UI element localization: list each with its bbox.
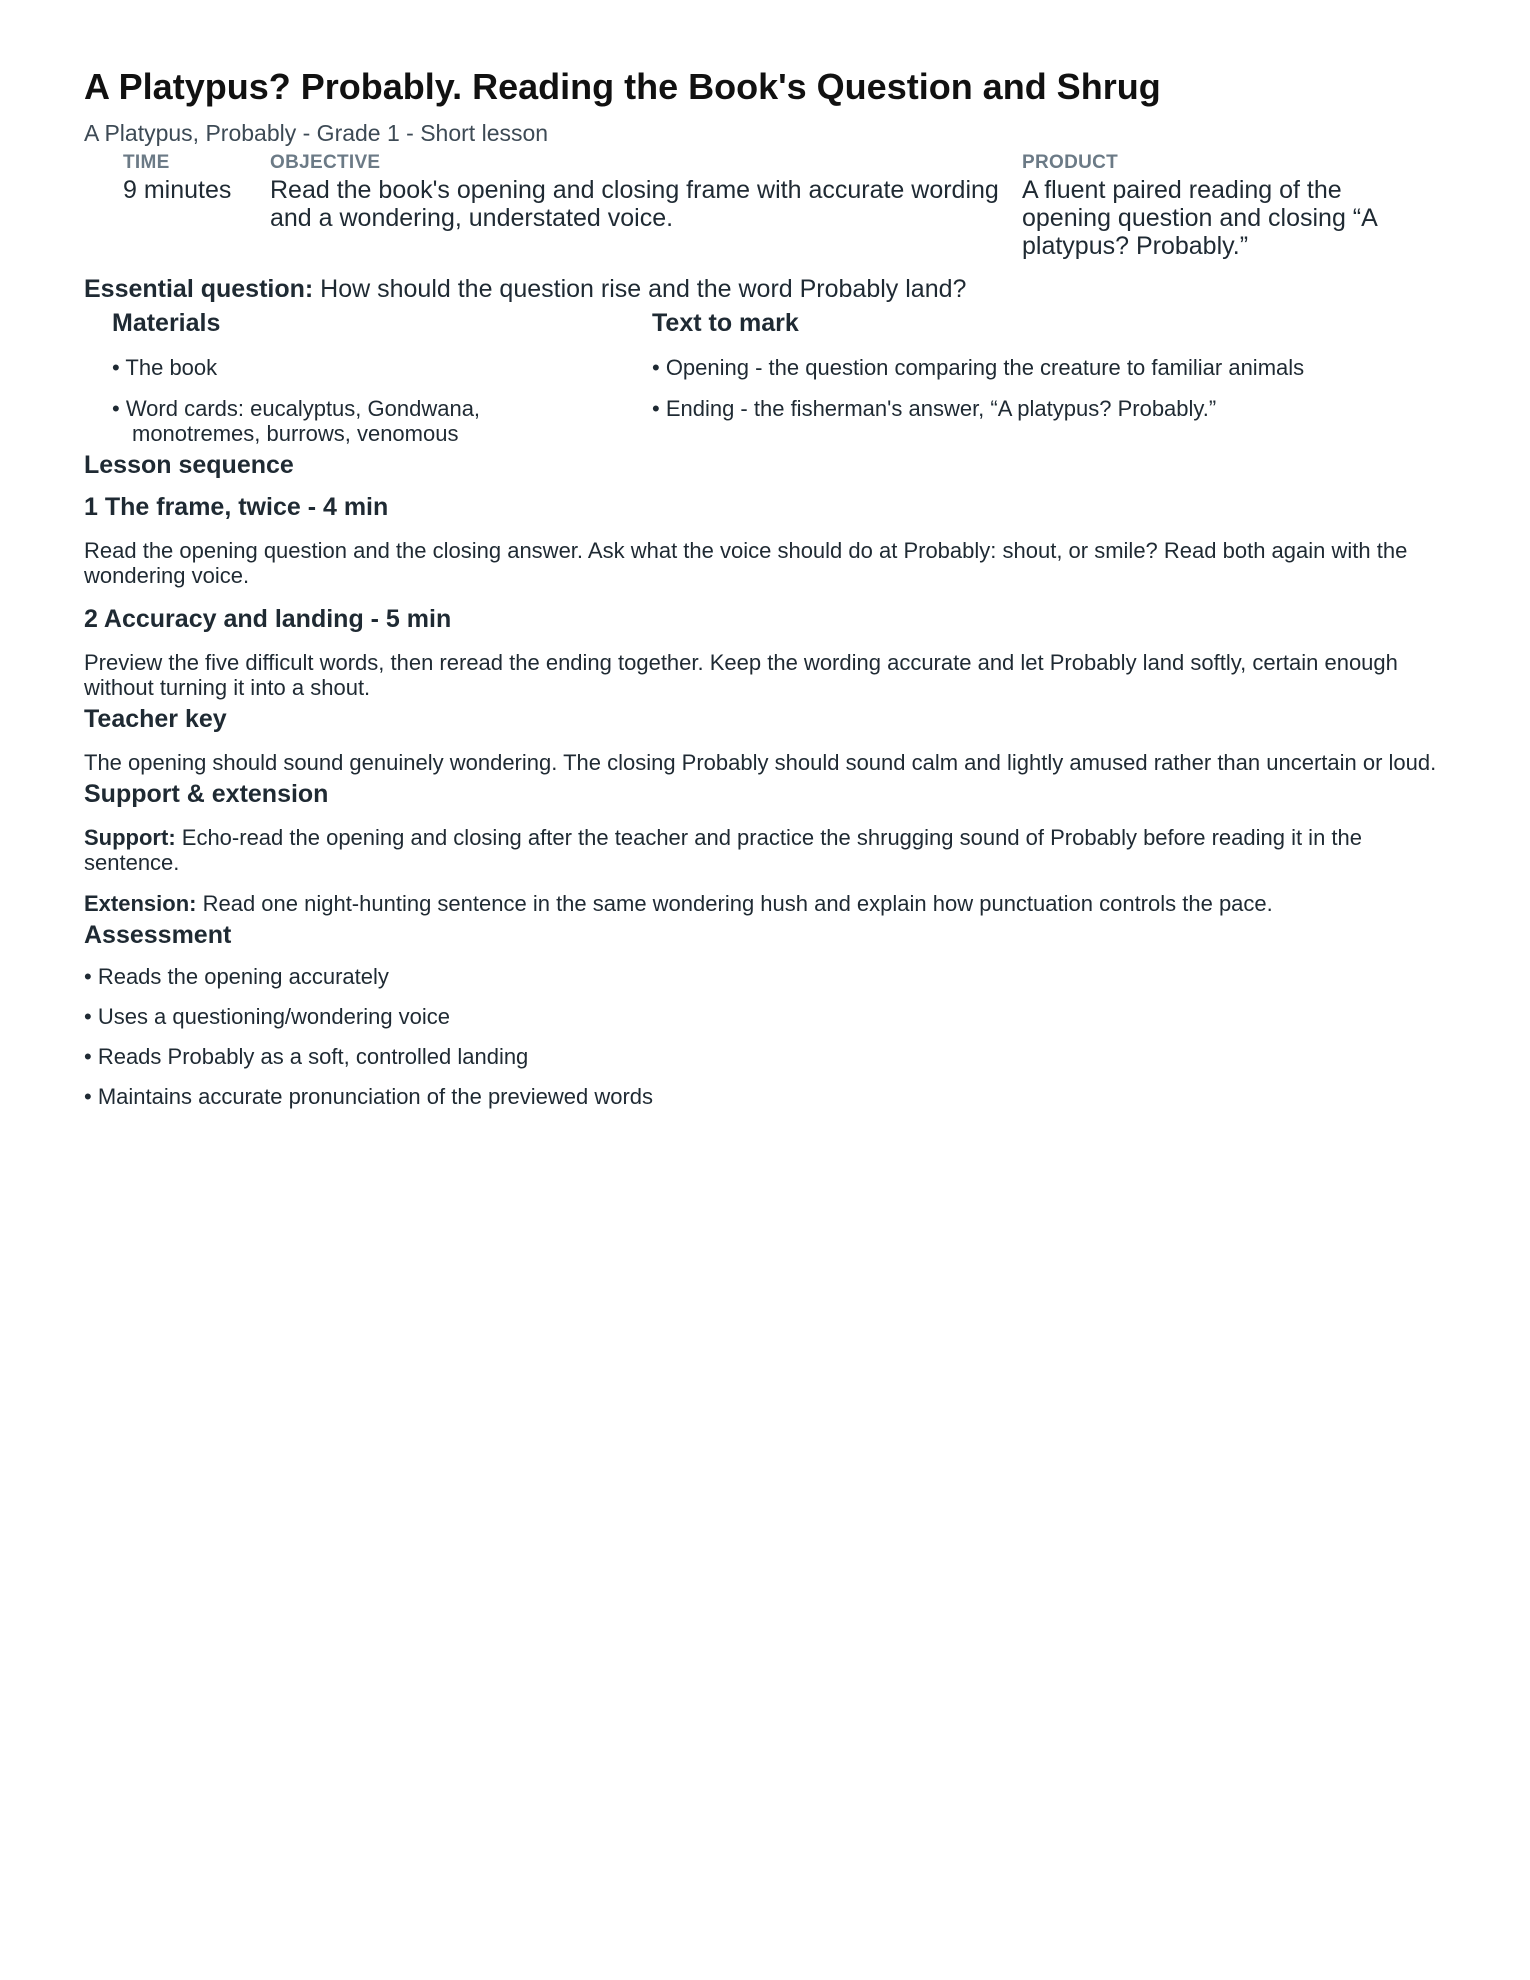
step-title: 1 The frame, twice - 4 min xyxy=(84,493,389,521)
support-label: Support: xyxy=(84,825,176,850)
list-item: • Reads Probably as a soft, controlled landing xyxy=(84,1044,529,1069)
list-item-continuation: monotremes, burrows, venomous xyxy=(132,421,459,446)
step-text: Read the opening question and the closing answer. Ask what the voice should do at Probably: shout, or smile? Read both again with the wondering voice. xyxy=(84,538,1408,588)
assessment-list xyxy=(84,964,1454,1109)
list-item: • Opening - the question comparing the creature to familiar animals xyxy=(652,355,1305,380)
support-paragraph xyxy=(84,825,1454,875)
objective-label: OBJECTIVE xyxy=(270,152,381,173)
extension-label: Extension: xyxy=(84,891,197,916)
essential-label: Essential question: xyxy=(84,275,314,303)
support-text: Echo-read the opening and closing after the teacher and practice the shrugging sound of Probably before reading it in the sentence. xyxy=(84,825,1363,875)
meta-time xyxy=(123,150,270,260)
product-label: PRODUCT xyxy=(1022,152,1119,173)
extension-text: Read one night-hunting sentence in the same wondering hush and explain how punctuation controls the pace. xyxy=(196,891,1273,916)
assessment-heading: Assessment xyxy=(84,921,232,949)
time-value: 9 minutes xyxy=(123,176,232,204)
objective-value: Read the book's opening and closing frame with accurate wording and a wondering, understated voice. xyxy=(270,176,999,232)
page-subtitle: A Platypus, Probably - Grade 1 - Short lesson xyxy=(84,120,549,146)
step-title: 2 Accuracy and landing - 5 min xyxy=(84,605,452,633)
materials-and-text xyxy=(112,308,1454,446)
meta-product xyxy=(1022,150,1402,260)
list-item: • Ending - the fisherman's answer, “A platypus? Probably.” xyxy=(652,396,1217,421)
materials-section xyxy=(112,308,652,446)
lesson-sequence-heading: Lesson sequence xyxy=(84,451,294,479)
list-item: • Maintains accurate pronunciation of the previewed words xyxy=(84,1084,654,1109)
support-extension-heading: Support & extension xyxy=(84,780,329,808)
step-text: Preview the five difficult words, then reread the ending together. Keep the wording accurate and let Probably land softly, certain enough without turning it into a shout. xyxy=(84,650,1398,700)
essential-question xyxy=(84,274,1454,304)
list-item: • Reads the opening accurately xyxy=(84,964,389,989)
lesson-page xyxy=(84,62,1454,1109)
teacher-key-text: The opening should sound genuinely wondering. The closing Probably should sound calm and lightly amused rather than uncertain or loud. xyxy=(84,750,1437,775)
time-label: TIME xyxy=(123,152,170,173)
list-item: • Uses a questioning/wondering voice xyxy=(84,1004,451,1029)
page-title: A Platypus? Probably. Reading the Book's Question and Shrug xyxy=(84,66,1161,107)
product-value: A fluent paired reading of the opening question and closing “A platypus? Probably.” xyxy=(1022,176,1377,260)
list-item xyxy=(112,396,652,446)
list-item: • The book xyxy=(112,355,218,380)
meta-objective xyxy=(270,150,1022,260)
list-item-text: • Word cards: eucalyptus, Gondwana, xyxy=(112,396,481,421)
essential-text: How should the question rise and the word Probably land? xyxy=(313,275,967,303)
extension-paragraph xyxy=(84,891,1454,916)
materials-heading: Materials xyxy=(112,309,221,337)
lesson-meta xyxy=(123,150,1454,260)
text-to-mark-section xyxy=(652,308,1452,446)
text-to-mark-heading: Text to mark xyxy=(652,309,799,337)
teacher-key-heading: Teacher key xyxy=(84,705,227,733)
